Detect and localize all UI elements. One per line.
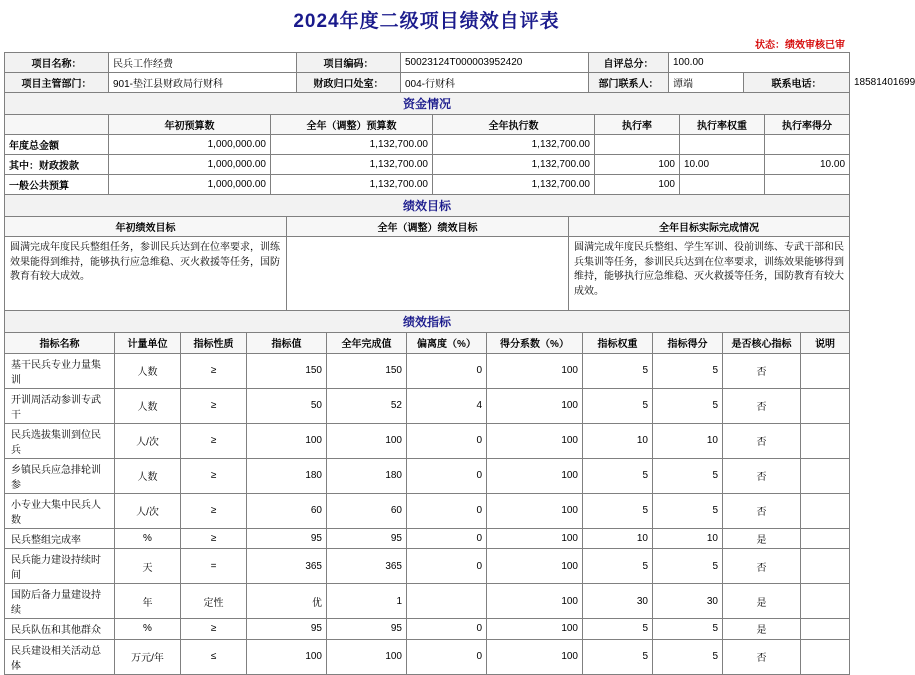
ind-cell: % — [115, 528, 181, 549]
funds-cell: 100 — [595, 155, 680, 175]
table-row — [5, 423, 850, 458]
ind-cell: 优 — [247, 584, 327, 619]
table-row — [5, 528, 850, 549]
funds-head-2: 全年（调整）预算数 — [271, 115, 433, 135]
ind-cell — [801, 549, 850, 584]
funds-table — [4, 92, 850, 195]
funds-cell — [680, 135, 765, 155]
ind-cell: 60 — [247, 493, 327, 528]
funds-cell: 10.00 — [680, 155, 765, 175]
ind-cell: 0 — [407, 493, 487, 528]
ind-cell: 100 — [487, 458, 583, 493]
ind-cell: 150 — [327, 353, 407, 388]
ind-cell: 150 — [247, 353, 327, 388]
contact-person-value: 谭端 — [669, 73, 744, 93]
ind-cell: 100 — [247, 639, 327, 674]
ind-cell: 5 — [583, 619, 653, 640]
department-value: 901-垫江县财政局行财科 — [109, 73, 297, 93]
goal-actual-text: 圆满完成年度民兵整组、学生军训、役前训练、专武干部和民兵集训等任务，参训民兵达到在位率要求，训练效果能够得到维持，能够执行应急维稳、灭火救援等任务，国防教育有较大成效。 — [569, 237, 850, 311]
ind-cell: 100 — [487, 423, 583, 458]
table-row — [5, 549, 850, 584]
ind-cell: 180 — [247, 458, 327, 493]
ind-cell: 100 — [247, 423, 327, 458]
ind-cell: 100 — [327, 423, 407, 458]
ind-cell: 小专业大集中民兵人数 — [5, 493, 115, 528]
ind-cell: 5 — [583, 493, 653, 528]
funds-row-label: 年度总金额 — [5, 135, 109, 155]
ind-cell: 开训周活动参训专武干 — [5, 388, 115, 423]
ind-cell: 是 — [723, 528, 801, 549]
ind-cell: 国防后备力量建设持续 — [5, 584, 115, 619]
table-row — [5, 493, 850, 528]
project-name-value: 民兵工作经费 — [109, 53, 297, 73]
ind-cell — [407, 584, 487, 619]
ind-cell: 是 — [723, 619, 801, 640]
ind-cell: 0 — [407, 528, 487, 549]
ind-cell: 50 — [247, 388, 327, 423]
indicators-column-headers — [5, 333, 850, 354]
ind-cell — [801, 458, 850, 493]
funds-cell: 1,132,700.00 — [271, 135, 433, 155]
ind-head-9: 是否核心指标 — [723, 333, 801, 354]
ind-cell: 10 — [653, 423, 723, 458]
table-row — [5, 619, 850, 640]
ind-cell: 否 — [723, 493, 801, 528]
ind-head-0: 指标名称 — [5, 333, 115, 354]
funds-cell — [680, 175, 765, 195]
ind-cell: 5 — [583, 639, 653, 674]
funds-head-4: 执行率 — [595, 115, 680, 135]
ind-cell: 100 — [487, 353, 583, 388]
ind-cell: 否 — [723, 549, 801, 584]
goals-head-0: 年初绩效目标 — [5, 217, 287, 237]
ind-cell: 1 — [327, 584, 407, 619]
ind-cell: 5 — [583, 458, 653, 493]
status-badge — [0, 39, 853, 52]
ind-cell: 95 — [247, 619, 327, 640]
ind-cell: 100 — [487, 528, 583, 549]
indicators-table — [4, 310, 850, 675]
ind-cell — [801, 639, 850, 674]
ind-cell: 0 — [407, 353, 487, 388]
table-row — [5, 353, 850, 388]
ind-cell: 否 — [723, 458, 801, 493]
ind-cell: 5 — [583, 549, 653, 584]
funds-cell — [765, 175, 850, 195]
contact-person-label: 部门联系人： — [589, 73, 669, 93]
status-prefix: 状态： — [755, 40, 785, 51]
ind-cell — [801, 584, 850, 619]
ind-cell: 年 — [115, 584, 181, 619]
ind-cell: ≤ — [181, 639, 247, 674]
ind-cell: 5 — [653, 619, 723, 640]
goals-table — [4, 194, 850, 311]
ind-head-7: 指标权重 — [583, 333, 653, 354]
table-row — [5, 175, 850, 195]
funds-section-title: 资金情况 — [5, 93, 850, 115]
ind-cell: 否 — [723, 639, 801, 674]
goal-initial-text: 圆满完成年度民兵整组任务，参训民兵达到在位率要求，训练效果能得到维持，能够执行应急维稳、灭火救援等任务，国防教育有较大成效。 — [5, 237, 287, 311]
ind-cell — [801, 423, 850, 458]
goals-section-title: 绩效目标 — [5, 195, 850, 217]
goal-adjusted-text — [287, 237, 569, 311]
ind-head-1: 计量单位 — [115, 333, 181, 354]
ind-cell: 否 — [723, 388, 801, 423]
ind-cell: 0 — [407, 549, 487, 584]
ind-cell: 5 — [653, 639, 723, 674]
indicators-section-title: 绩效指标 — [5, 311, 850, 333]
ind-cell: 人/次 — [115, 493, 181, 528]
funds-cell — [595, 135, 680, 155]
funds-cell — [765, 135, 850, 155]
ind-cell: 0 — [407, 619, 487, 640]
goals-head-1: 全年（调整）绩效目标 — [287, 217, 569, 237]
finance-office-value: 004-行财科 — [401, 73, 589, 93]
table-row — [5, 458, 850, 493]
ind-cell: 5 — [653, 388, 723, 423]
ind-cell: 30 — [583, 584, 653, 619]
goals-head-2: 全年目标实际完成情况 — [569, 217, 850, 237]
ind-cell: 否 — [723, 423, 801, 458]
table-row — [5, 388, 850, 423]
ind-cell: ≥ — [181, 619, 247, 640]
funds-head-5: 执行率权重 — [680, 115, 765, 135]
funds-cell: 1,000,000.00 — [109, 135, 271, 155]
ind-cell: 100 — [487, 619, 583, 640]
project-code-value: 50023124T000003952420 — [401, 53, 589, 73]
self-score-value: 100.00 — [669, 53, 850, 73]
ind-cell: 30 — [653, 584, 723, 619]
funds-cell: 1,132,700.00 — [271, 155, 433, 175]
basic-info-table — [4, 52, 915, 93]
table-row — [5, 155, 850, 175]
ind-cell: 人/次 — [115, 423, 181, 458]
table-row: 项目主管部门： 901-垫江县财政局行财科 财政归口处室： 004-行财科 部门联系人： 谭端 联系电话： 18581401699 — [5, 73, 850, 93]
funds-head-3: 全年执行数 — [433, 115, 595, 135]
ind-cell: 人数 — [115, 388, 181, 423]
ind-cell: 5 — [653, 353, 723, 388]
funds-head-6: 执行率得分 — [765, 115, 850, 135]
ind-cell: 10 — [653, 528, 723, 549]
ind-cell: ≥ — [181, 353, 247, 388]
ind-cell: 100 — [487, 584, 583, 619]
status-value: 绩效审核已审 — [785, 40, 845, 51]
ind-cell: 365 — [247, 549, 327, 584]
ind-cell: 100 — [487, 549, 583, 584]
self-score-label: 自评总分： — [589, 53, 669, 73]
ind-cell: 是 — [723, 584, 801, 619]
ind-cell: 否 — [723, 353, 801, 388]
funds-cell: 1,132,700.00 — [271, 175, 433, 195]
ind-cell: 5 — [653, 549, 723, 584]
ind-cell: ≥ — [181, 528, 247, 549]
ind-cell — [801, 353, 850, 388]
funds-cell: 1,132,700.00 — [433, 155, 595, 175]
ind-cell: ≥ — [181, 388, 247, 423]
ind-cell: 民兵建设相关活动总体 — [5, 639, 115, 674]
ind-cell: 52 — [327, 388, 407, 423]
ind-cell: 100 — [487, 639, 583, 674]
ind-cell: = — [181, 549, 247, 584]
funds-cell: 100 — [595, 175, 680, 195]
ind-cell: 乡镇民兵应急排轮训参 — [5, 458, 115, 493]
funds-row-label: 其中：财政拨款 — [5, 155, 109, 175]
ind-cell: 95 — [327, 528, 407, 549]
ind-cell: 基干民兵专业力量集训 — [5, 353, 115, 388]
indicators-body — [5, 353, 850, 674]
ind-cell: 0 — [407, 423, 487, 458]
department-label: 项目主管部门： — [5, 73, 109, 93]
goals-section-header — [5, 195, 850, 217]
ind-cell: 5 — [583, 388, 653, 423]
ind-cell — [801, 388, 850, 423]
ind-cell: 95 — [327, 619, 407, 640]
table-row — [5, 53, 850, 73]
funds-head-1: 年初预算数 — [109, 115, 271, 135]
ind-head-5: 偏离度（%） — [407, 333, 487, 354]
ind-cell: 100 — [327, 639, 407, 674]
funds-column-headers — [5, 115, 850, 135]
ind-cell: 0 — [407, 458, 487, 493]
funds-row-label: 一般公共预算 — [5, 175, 109, 195]
ind-cell: 365 — [327, 549, 407, 584]
ind-cell: ≥ — [181, 493, 247, 528]
ind-cell: 天 — [115, 549, 181, 584]
funds-cell: 1,132,700.00 — [433, 135, 595, 155]
ind-cell: 10 — [583, 528, 653, 549]
table-row — [5, 237, 850, 311]
ind-cell: 人数 — [115, 353, 181, 388]
ind-cell: 民兵选拔集训到位民兵 — [5, 423, 115, 458]
indicators-section-header — [5, 311, 850, 333]
funds-cell: 10.00 — [765, 155, 850, 175]
finance-office-label: 财政归口处室： — [297, 73, 401, 93]
ind-cell: % — [115, 619, 181, 640]
ind-cell: 人数 — [115, 458, 181, 493]
contact-phone-label: 联系电话： — [744, 73, 850, 93]
ind-cell: 180 — [327, 458, 407, 493]
ind-head-6: 得分系数（%） — [487, 333, 583, 354]
funds-cell: 1,000,000.00 — [109, 155, 271, 175]
project-code-label: 项目编码： — [297, 53, 401, 73]
ind-cell — [801, 528, 850, 549]
table-row — [5, 584, 850, 619]
ind-head-4: 全年完成值 — [327, 333, 407, 354]
funds-cell: 1,000,000.00 — [109, 175, 271, 195]
ind-head-2: 指标性质 — [181, 333, 247, 354]
table-row — [5, 135, 850, 155]
ind-cell: 100 — [487, 388, 583, 423]
project-name-label: 项目名称： — [5, 53, 109, 73]
ind-cell: 5 — [653, 458, 723, 493]
ind-cell — [801, 493, 850, 528]
ind-head-8: 指标得分 — [653, 333, 723, 354]
ind-cell: 4 — [407, 388, 487, 423]
ind-cell: 民兵能力建设持续时间 — [5, 549, 115, 584]
ind-cell: 0 — [407, 639, 487, 674]
funds-cell: 1,132,700.00 — [433, 175, 595, 195]
funds-head-0 — [5, 115, 109, 135]
funds-section-header — [5, 93, 850, 115]
ind-cell: 民兵整组完成率 — [5, 528, 115, 549]
ind-cell: 万元/年 — [115, 639, 181, 674]
ind-head-3: 指标值 — [247, 333, 327, 354]
ind-cell: 民兵队伍和其他群众 — [5, 619, 115, 640]
ind-cell — [801, 619, 850, 640]
ind-cell: 5 — [583, 353, 653, 388]
ind-cell: 60 — [327, 493, 407, 528]
ind-cell: 100 — [487, 493, 583, 528]
ind-cell: 5 — [653, 493, 723, 528]
ind-cell: ≥ — [181, 458, 247, 493]
goals-column-headers — [5, 217, 850, 237]
page-title: 2024年度二级项目绩效自评表 — [293, 11, 560, 32]
ind-head-10: 说明 — [801, 333, 850, 354]
table-row — [5, 639, 850, 674]
ind-cell: 95 — [247, 528, 327, 549]
ind-cell: 10 — [583, 423, 653, 458]
ind-cell: 定性 — [181, 584, 247, 619]
ind-cell: ≥ — [181, 423, 247, 458]
